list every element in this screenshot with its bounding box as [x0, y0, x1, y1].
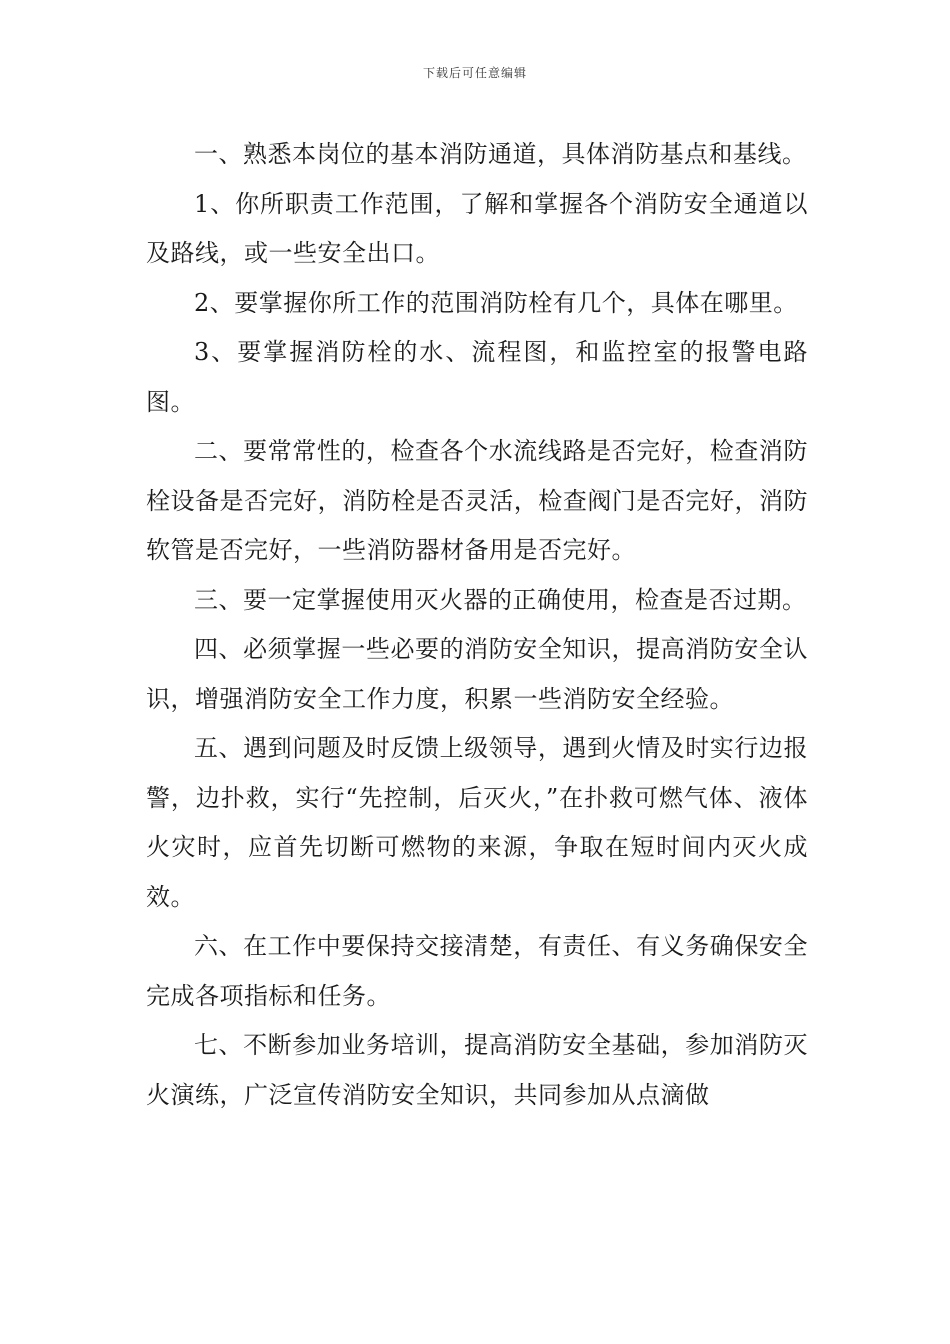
- paragraph-5: 二、要常常性的，检查各个水流线路是否完好，检查消防栓设备是否完好，消防栓是否灵活，检查阀门是否完好，消防软管是否完好，一些消防器材备用是否完好。: [146, 437, 808, 564]
- paragraph-3: 2、要掌握你所工作的范围消防栓有几个，具体在哪里。: [194, 288, 798, 317]
- paragraph-7: 四、必须掌握一些必要的消防安全知识，提高消防安全认识，增强消防安全工作力度，积累一些消防安全经验。: [146, 635, 808, 713]
- paragraph-9: 六、在工作中要保持交接清楚，有责任、有义务确保安全完成各项指标和任务。: [146, 932, 808, 1010]
- paragraph-1: 一、熟悉本岗位的基本消防通道，具体消防基点和基线。: [194, 140, 807, 168]
- paragraph-4: 3、要掌握消防栓的水、流程图，和监控室的报警电路图。: [146, 338, 808, 416]
- paragraph-2: 1、你所职责工作范围，了解和掌握各个消防安全通道以及路线，或一些安全出口。: [146, 189, 808, 267]
- document-body: [146, 130, 808, 1120]
- page-header: 下载后可任意编辑: [422, 66, 527, 80]
- paragraph-10: 七、不断参加业务培训，提高消防安全基础，参加消防灭火演练，广泛宣传消防安全知识，共同参加从点滴做: [146, 1031, 808, 1109]
- paragraph-6: 三、要一定掌握使用灭火器的正确使用，检查是否过期。: [194, 585, 807, 614]
- paragraph-8: 五、遇到问题及时反馈上级领导，遇到火情及时实行边报警，边扑救，实行“先控制，后灭火，”在扑救可燃气体、液体火灾时，应首先切断可燃物的来源，争取在短时间内灭火成效。: [146, 734, 808, 911]
